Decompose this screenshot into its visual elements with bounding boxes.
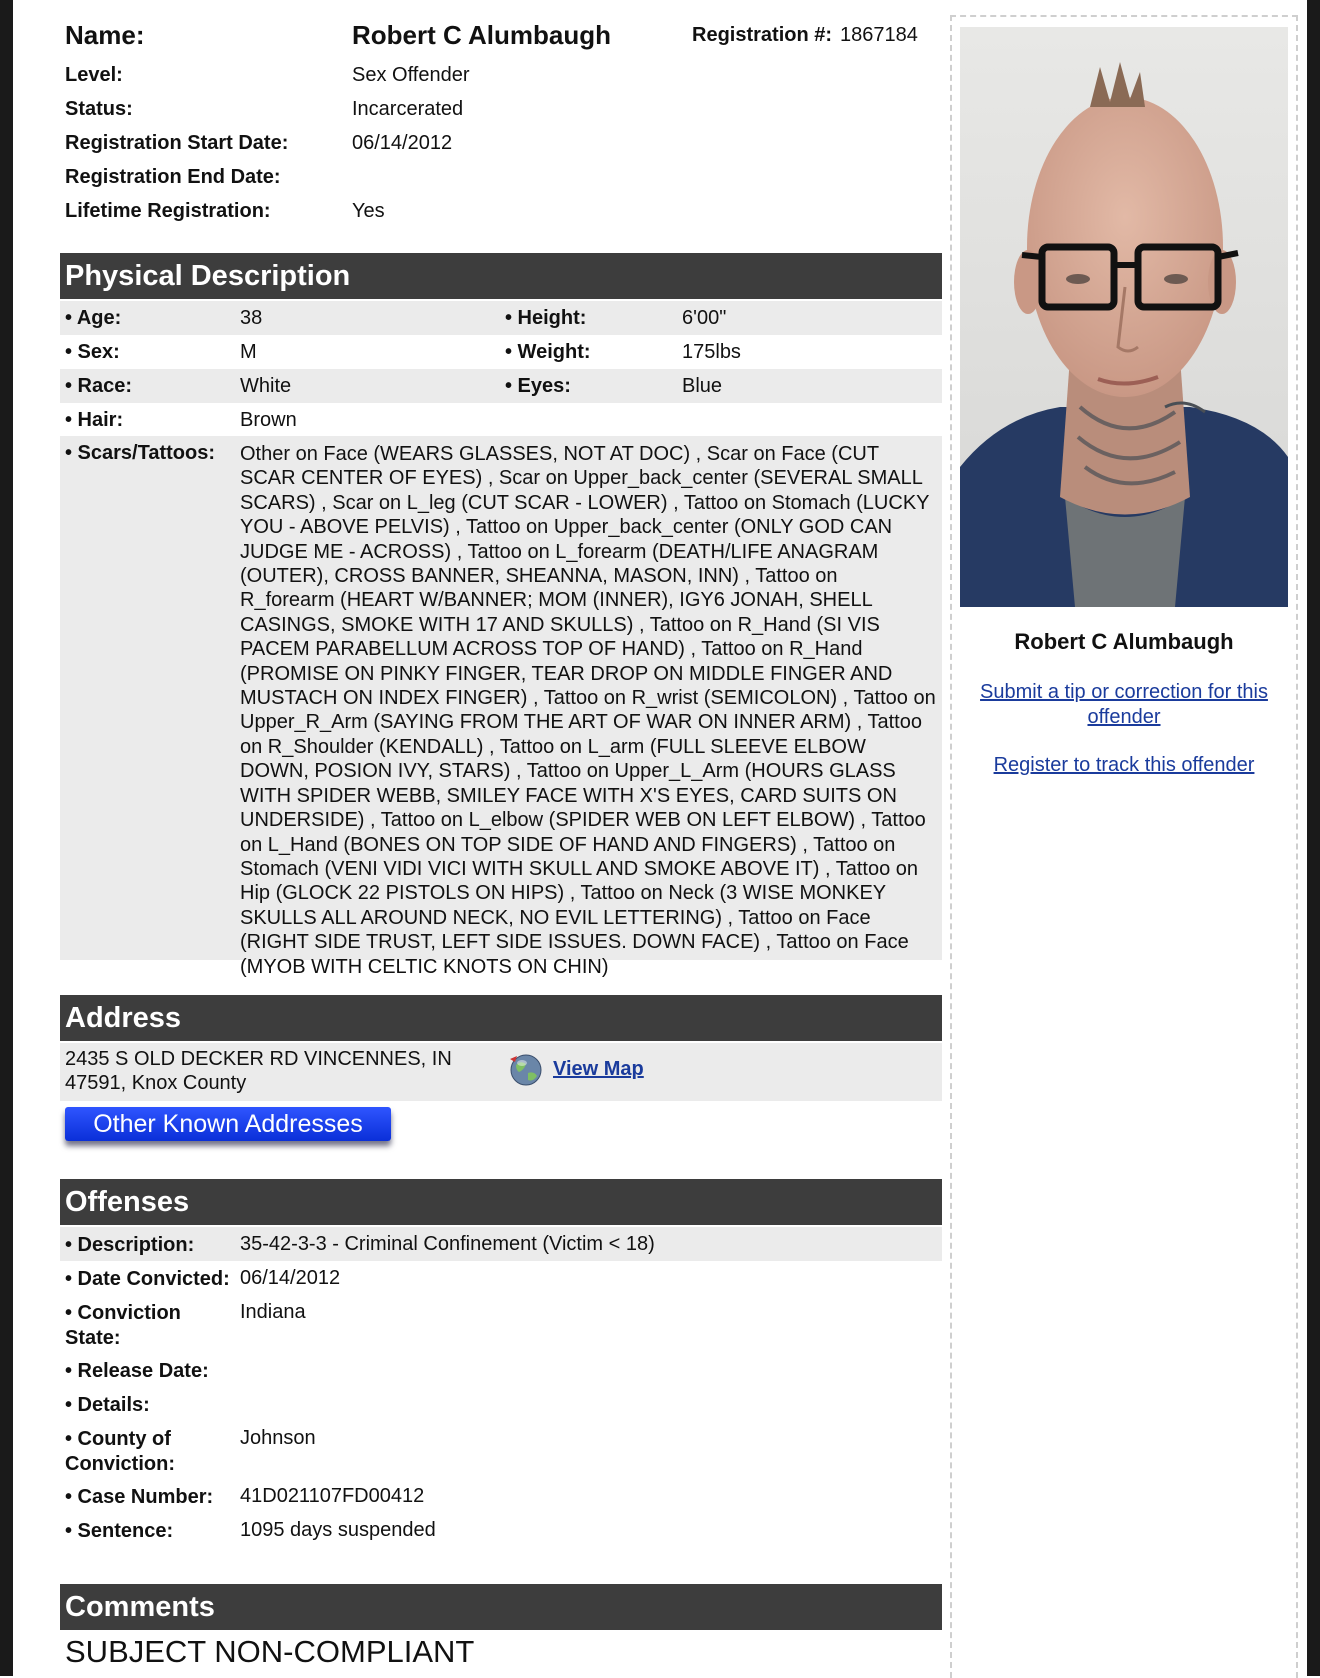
level-value: Sex Offender: [352, 64, 470, 86]
offense-row: [60, 1295, 942, 1353]
level-label: Level:: [65, 64, 123, 86]
status-value: Incarcerated: [352, 98, 464, 120]
offense-row: [60, 1513, 942, 1547]
globe-icon[interactable]: [508, 1051, 544, 1087]
reg-start-label: Registration Start Date:: [65, 132, 289, 154]
date-convicted-label: • Date Convicted:: [65, 1268, 230, 1290]
offender-photo: [960, 27, 1288, 607]
submit-tip-link[interactable]: Submit a tip or correction for this offender: [980, 681, 1268, 728]
age-value: 38: [240, 307, 263, 329]
sentence-label: • Sentence:: [65, 1520, 174, 1542]
offenses-header: Offenses: [60, 1179, 942, 1225]
left-border: [0, 0, 13, 1676]
register-track-link[interactable]: Register to track this offender: [993, 754, 1255, 776]
offense-row: [60, 1227, 942, 1261]
page-frame: [13, 0, 1307, 1676]
comment-text: SUBJECT NON-COMPLIANT: [65, 1634, 475, 1669]
details-label: • Details:: [65, 1394, 150, 1416]
address-text: 2435 S OLD DECKER RD VINCENNES, IN 47591, Knox County: [65, 1048, 452, 1094]
release-date-label: • Release Date:: [65, 1360, 209, 1382]
reg-start-value: 06/14/2012: [352, 132, 453, 154]
sex-label: • Sex:: [65, 341, 120, 363]
description-value: 35-42-3-3 - Criminal Confinement (Victim < 18): [240, 1233, 655, 1255]
case-number-label: • Case Number:: [65, 1486, 214, 1508]
height-value: 6'00": [682, 307, 727, 329]
eyes-value: Blue: [682, 375, 723, 397]
sentence-value: 1095 days suspended: [240, 1519, 436, 1541]
offense-row: [60, 1353, 942, 1387]
conviction-state-value: Indiana: [240, 1301, 306, 1323]
right-border: [1307, 0, 1320, 1676]
offender-name: Robert C Alumbaugh: [352, 20, 612, 50]
offender-sidebar: [950, 15, 1298, 1678]
scars-tattoos-row: [60, 436, 942, 978]
lifetime-label: Lifetime Registration:: [65, 200, 271, 222]
address-row: [60, 1043, 942, 1101]
offense-row: [60, 1261, 942, 1295]
conviction-state-label: • Conviction State:: [65, 1302, 181, 1349]
offense-row: [60, 1479, 942, 1513]
comments-header: Comments: [60, 1584, 942, 1630]
offense-row: [60, 1421, 942, 1479]
county-label: • County of Conviction:: [65, 1428, 175, 1475]
description-label: • Description:: [65, 1234, 195, 1256]
sex-value: M: [240, 341, 257, 363]
scars-tattoos-text: Other on Face (WEARS GLASSES, NOT AT DOC) , Scar on Face (CUT SCAR CENTER OF EYES) , Scar on Upper_back_center (SEVERAL SMALL SCARS) , Scar on L_leg (CUT SCAR - LOWER) , Tattoo on Stomach (LUCKY YOU - ABOVE PELVIS) , Tattoo on Upper_back_center (ONLY GOD CAN JUDGE ME - ACROSS) , Tattoo on L_forearm (DEATH/LIFE ANAGRAM (OUTER), CROSS BANNER, SHEANNA, MASON, INN) , Tattoo on R_forearm (HEART W/BANNER; MOM (INNER), IGY6 JONAH, SHELL CASINGS, SMOKE WITH 17 AND SKULLS) , Tattoo on R_Hand (SI VIS PACEM PARABELLUM ACROSS TOP OF HAND) , Tattoo on R_Hand (PROMISE ON PINKY FINGER, TEAR DROP ON MIDDLE FINGER AND MUSTACH ON INDEX FINGER) , Tattoo on R_wrist (SEMICOLON) , Tattoo on Upper_R_Arm (SAYING FROM THE ART OF WAR ON INNER ARM) , Tattoo on R_Shoulder (KENDALL) , Tattoo on L_arm (FULL SLEEVE ELBOW DOWN, POSION IVY, STARS) , Tattoo on Upper_L_Arm (HOURS GLASS WITH SPIDER WEBB, SMILEY FACE WITH X'S EYES, CARD SUITS ON UNDERSIDE) , Tattoo on L_elbow (SPIDER WEB ON LEFT ELBOW) , Tattoo on L_Hand (BONES ON TOP SIDE OF HAND AND FINGERS) , Tattoo on Stomach (VENI VIDI VICI WITH SKULL AND SMOKE ABOVE IT) , Tattoo on Hip (GLOCK 22 PISTOLS ON HIPS) , Tattoo on Neck (3 WISE MONKEY SKULLS ALL AROUND NECK, NO EVIL LETTERING) , Tattoo on Face (RIGHT SIDE TRUST, LEFT SIDE ISSUES. DOWN FACE) , Tattoo on Face (MYOB WITH CELTIC KNOTS ON CHIN): [240, 443, 936, 978]
registration-number-value: 1867184: [840, 24, 918, 46]
eyes-label: • Eyes:: [505, 375, 571, 397]
county-value: Johnson: [240, 1427, 316, 1449]
registration-number: [692, 24, 918, 47]
race-label: • Race:: [65, 375, 133, 397]
weight-value: 175lbs: [682, 341, 741, 363]
reg-end-label: Registration End Date:: [65, 166, 281, 188]
physical-row: [60, 335, 942, 369]
race-value: White: [240, 375, 292, 397]
case-number-value: 41D021107FD00412: [240, 1485, 425, 1507]
offense-row: [60, 1387, 942, 1421]
hair-value: Brown: [240, 409, 297, 431]
height-label: • Height:: [505, 307, 587, 329]
physical-description-header: Physical Description: [60, 253, 942, 299]
weight-label: • Weight:: [505, 341, 591, 363]
sidebar-offender-name: Robert C Alumbaugh: [1014, 629, 1234, 654]
date-convicted-value: 06/14/2012: [240, 1267, 341, 1289]
view-map-link[interactable]: View Map: [553, 1058, 644, 1080]
hair-label: • Hair:: [65, 409, 124, 431]
scars-tattoos-label: • Scars/Tattoos:: [65, 442, 215, 464]
name-label: Name:: [65, 20, 145, 50]
physical-row: [60, 403, 942, 437]
registration-number-label: Registration #:: [692, 24, 833, 46]
status-label: Status:: [65, 98, 133, 120]
age-label: • Age:: [65, 307, 122, 329]
physical-row: [60, 369, 942, 403]
other-known-addresses-button[interactable]: Other Known Addresses: [65, 1107, 391, 1141]
address-header: Address: [60, 995, 942, 1041]
physical-row: [60, 301, 942, 335]
lifetime-value: Yes: [352, 200, 385, 222]
